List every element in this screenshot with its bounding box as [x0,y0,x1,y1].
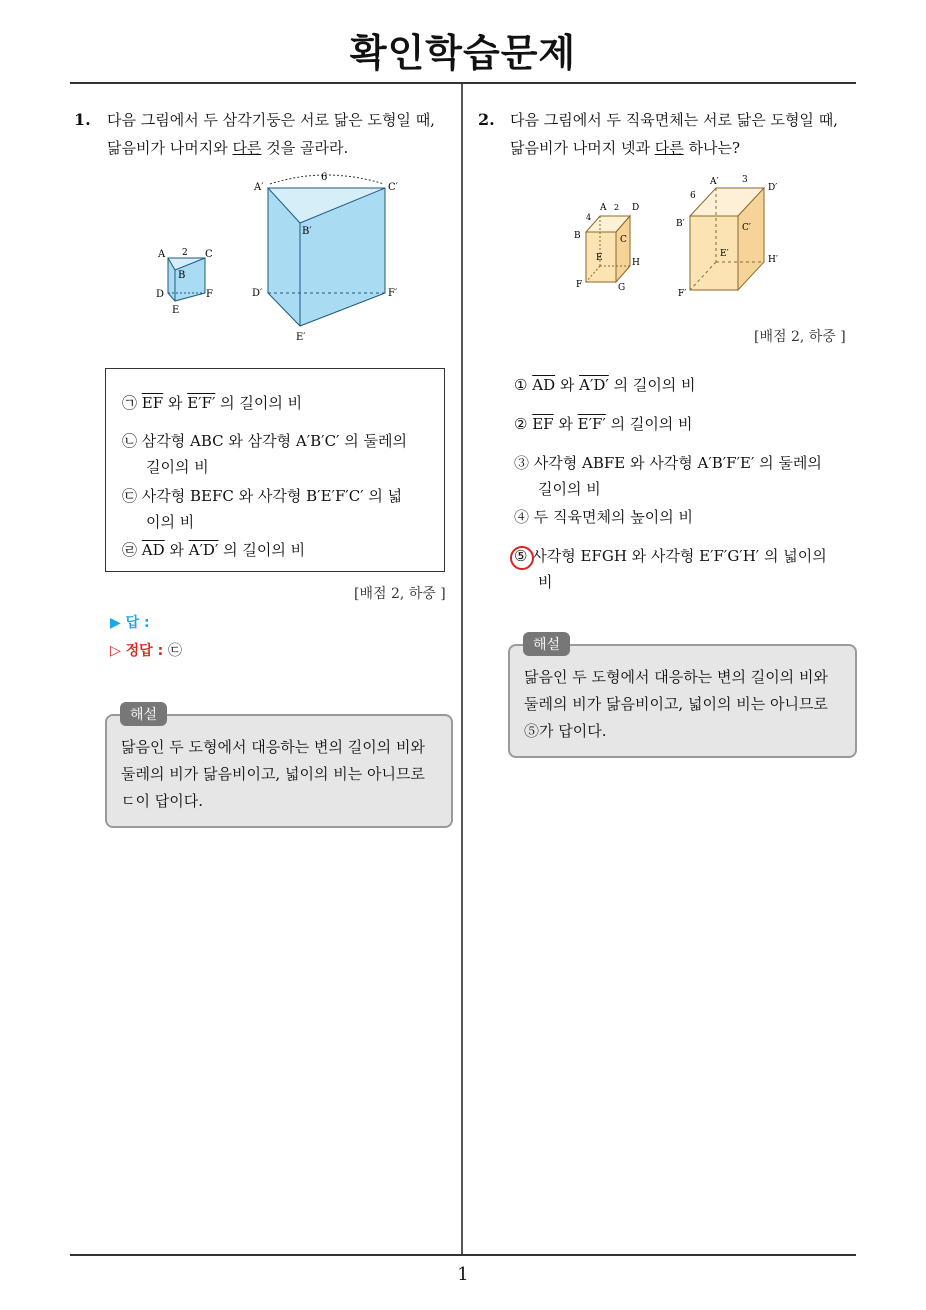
small-label-f: F [206,289,213,300]
q1-item-3: ㉢ 사각형 BEFC 와 사각형 B′E′F′C′ 의 넓 이의 비 [122,487,403,531]
q2-line2: 닮음비가 나머지 넷과 다른 하나는? [510,139,740,157]
q1-line1: 다음 그림에서 두 삼각기둥은 서로 닮은 도형일 때, [107,111,435,129]
q2-number: 2. [478,110,495,129]
q2-explanation-tag: 해설 [523,632,570,656]
q1-item-2: ㉡ 삼각형 ABC 와 삼각형 A′B′C′ 의 둘레의 길이의 비 [122,432,407,476]
large-label-c: C′ [388,182,398,193]
large-label-b: B′ [302,226,312,237]
large-label-d: D′ [252,288,263,299]
q1-prism-figure [150,168,420,343]
q1-correct-label: ▷ 정답 : ㉢ [110,643,183,659]
large-cuboid-label-h: H′ [768,255,778,265]
small-cuboid-label-f: F [576,280,583,290]
small-label-c: C [205,249,213,260]
small-label-a: A [158,249,166,260]
large-cuboid [676,175,778,299]
q1-text [107,106,457,162]
small-cuboid-side: 4 [586,213,592,222]
small-top-length: 2 [182,248,188,258]
large-cuboid-top: 3 [742,175,748,185]
small-cuboid-label-a: A [600,203,607,213]
large-label-e: E′ [296,332,306,343]
small-cuboid-label-g: G [618,283,626,293]
q2-item-4: ④ 두 직육면체의 높이의 비 [514,508,694,526]
q2-score: [배점 2, 하중 ] [754,329,846,345]
q1-answer-label: ▶ 답 : [110,615,150,631]
q1-score: [배점 2, 하중 ] [354,586,446,602]
small-cuboid-label-e: E [596,253,603,263]
small-label-d: D [156,289,165,300]
small-cuboid-label-h: H [632,258,640,268]
q2-explanation: 닮음인 두 도형에서 대응하는 변의 길이의 비와 둘레의 비가 닮음비이고, 넓이의 비는 아니므로 ⑤가 답이다. [508,644,857,758]
small-cuboid-top: 2 [614,203,620,212]
q2-item-3: ③ 사각형 ABFE 와 사각형 A′B′F′E′ 의 둘레의 길이의 비 [514,454,822,498]
column-divider [461,84,463,1256]
header-rule [70,82,856,84]
q1-item-4: ㉣ $\overline{AD}$ 와 A′D′ 의 길이의 비 [122,541,306,559]
large-cuboid-label-a: A′ [710,177,719,187]
large-cuboid-label-c: C′ [742,223,751,233]
large-cuboid-label-f: F′ [678,289,687,299]
large-cuboid-label-e: E′ [720,249,729,259]
large-cuboid-label-d: D′ [768,183,778,193]
correct-answer-circle-icon [508,544,536,572]
large-label-f: F′ [388,288,398,299]
large-top-length: 6 [321,172,328,183]
q2-item-5: ⑤ 사각형 EFGH 와 사각형 E′F′G′H′ 의 넓이의 비 [514,543,854,595]
small-cuboid-label-d: D [632,203,640,213]
q2-cuboid-figure [570,170,800,300]
large-prism [252,172,399,343]
page-title: 확인학습문제 [349,31,577,75]
small-cuboid [574,203,640,293]
page-number: 1 [457,1264,469,1285]
small-label-e: E [172,305,180,316]
large-label-a: A′ [254,182,264,193]
q1-number: 1. [74,110,91,129]
small-label-b: B [178,270,186,281]
q1-explanation: 닮음인 두 도형에서 대응하는 변의 길이의 비와 둘레의 비가 닮음비이고, 넓이의 비는 아니므로 ㄷ이 답이다. [105,714,453,828]
small-cuboid-label-b: B [574,231,581,241]
q2-item-2: ② $\overline{EF}$ 와 E′F′ 의 길이의 비 [514,415,693,433]
q2-item-1: ① $\overline{AD}$ 와 A′D′ 의 길이의 비 [514,376,696,394]
large-cuboid-side: 6 [690,191,696,201]
q2-line1: 다음 그림에서 두 직육면체는 서로 닮은 도형일 때, [510,111,838,129]
small-prism [156,248,213,316]
q1-item-1: ㉠ $\overline{EF}$ 와 E′F′ 의 길이의 비 [122,394,303,412]
footer-rule [70,1254,856,1256]
q1-explanation-tag: 해설 [120,702,167,726]
small-cuboid-label-c: C [620,235,627,245]
large-cuboid-label-b: B′ [676,219,685,229]
q2-text [510,106,860,162]
q1-line2: 닮음비가 나머지와 다른 것을 골라라. [107,139,349,157]
